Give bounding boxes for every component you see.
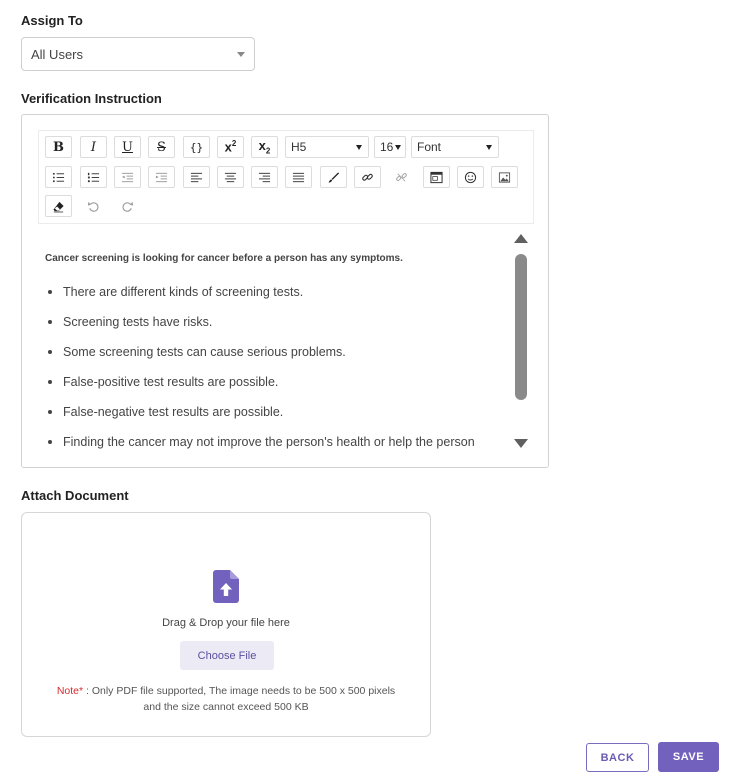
media-icon	[430, 171, 443, 184]
indent-button[interactable]	[148, 166, 175, 188]
font-family-select[interactable]	[411, 136, 499, 158]
clear-formatting-button[interactable]	[45, 195, 72, 217]
italic-button[interactable]: I	[80, 136, 107, 158]
back-button[interactable]: BACK	[586, 743, 649, 772]
align-left-icon	[190, 171, 203, 184]
superscript-button[interactable]	[217, 136, 244, 158]
align-right-button[interactable]	[251, 166, 278, 188]
align-right-icon	[258, 171, 271, 184]
outdent-button[interactable]	[114, 166, 141, 188]
assign-to-value: All Users	[31, 46, 84, 62]
unlink-button[interactable]	[388, 166, 415, 188]
scroll-down-arrow-icon[interactable]	[514, 439, 528, 448]
undo-button[interactable]	[80, 195, 107, 217]
smiley-icon	[464, 171, 477, 184]
undo-icon	[87, 200, 100, 213]
heading-select-value: H5	[291, 140, 307, 154]
brush-icon	[327, 171, 340, 184]
unlink-icon	[395, 171, 408, 184]
emoji-button[interactable]	[457, 166, 484, 188]
bullet-list-button[interactable]	[45, 166, 72, 188]
scrollbar-thumb[interactable]	[515, 254, 527, 400]
list-item: False-positive test results are possible.	[45, 367, 512, 397]
list-item: False-negative test results are possible.	[45, 397, 512, 427]
bold-button[interactable]: B	[45, 136, 72, 158]
link-icon	[361, 171, 374, 184]
list-item: Screening tests have risks.	[45, 307, 512, 337]
file-dropzone[interactable]	[21, 512, 431, 737]
numbered-list-button[interactable]	[80, 166, 107, 188]
note-line-2: and the size cannot exceed 500 KB	[143, 701, 309, 713]
list-item: Some screening tests can cause serious problems.	[45, 337, 512, 367]
editor-content[interactable]	[22, 231, 512, 451]
list-item: Finding the cancer may not improve the person's health or help the person	[45, 427, 512, 451]
insert-image-button[interactable]	[491, 166, 518, 188]
content-bullet-list	[45, 277, 512, 451]
font-size-select[interactable]	[374, 136, 406, 158]
scroll-up-arrow-icon[interactable]	[514, 234, 528, 243]
dropdown-arrow-icon	[486, 145, 492, 150]
content-heading: Cancer screening is looking for cancer before a person has any symptoms.	[45, 253, 403, 264]
justify-button[interactable]	[285, 166, 312, 188]
note-prefix: Note*	[56, 685, 84, 697]
save-button[interactable]: SAVE	[658, 742, 719, 772]
numbered-list-icon	[87, 171, 100, 184]
image-icon	[498, 171, 511, 184]
embed-media-button[interactable]	[423, 166, 450, 188]
editor-toolbar	[38, 130, 534, 224]
dropdown-arrow-icon	[395, 145, 401, 150]
strikethrough-button[interactable]: S	[148, 136, 175, 158]
file-upload-icon	[213, 570, 239, 603]
note-line-1: : Only PDF file supported, The image needs to be 500 x 500 pixels	[83, 685, 396, 697]
drag-drop-text: Drag & Drop your file here	[162, 617, 290, 629]
chevron-down-icon	[237, 52, 245, 57]
insert-link-button[interactable]	[354, 166, 381, 188]
editor-scrollbar[interactable]	[513, 232, 529, 450]
eraser-icon	[52, 200, 65, 213]
code-button[interactable]: {}	[183, 136, 210, 158]
upload-note	[22, 683, 430, 715]
align-left-button[interactable]	[183, 166, 210, 188]
subscript-button[interactable]	[251, 136, 278, 158]
underline-button[interactable]: U	[114, 136, 141, 158]
font-size-value: 16	[380, 140, 394, 154]
assign-to-select[interactable]	[21, 37, 255, 71]
redo-icon	[121, 200, 134, 213]
align-center-icon	[224, 171, 237, 184]
attach-document-label: Attach Document	[21, 488, 129, 503]
text-color-button[interactable]	[320, 166, 347, 188]
rich-text-editor	[21, 114, 549, 468]
align-center-button[interactable]	[217, 166, 244, 188]
redo-button[interactable]	[114, 195, 141, 217]
heading-select[interactable]	[285, 136, 369, 158]
choose-file-button[interactable]: Choose File	[180, 641, 274, 670]
outdent-icon	[121, 171, 134, 184]
assign-to-label: Assign To	[21, 13, 83, 28]
verification-instruction-label: Verification Instruction	[21, 91, 162, 106]
bullet-list-icon	[52, 171, 65, 184]
subscript-icon: $x_2$	[258, 138, 271, 156]
indent-icon	[155, 171, 168, 184]
font-family-value: Font	[417, 140, 442, 154]
superscript-icon: $x^2$	[224, 139, 237, 155]
list-item: There are different kinds of screening tests.	[45, 277, 512, 307]
justify-icon	[292, 171, 305, 184]
dropdown-arrow-icon	[356, 145, 362, 150]
